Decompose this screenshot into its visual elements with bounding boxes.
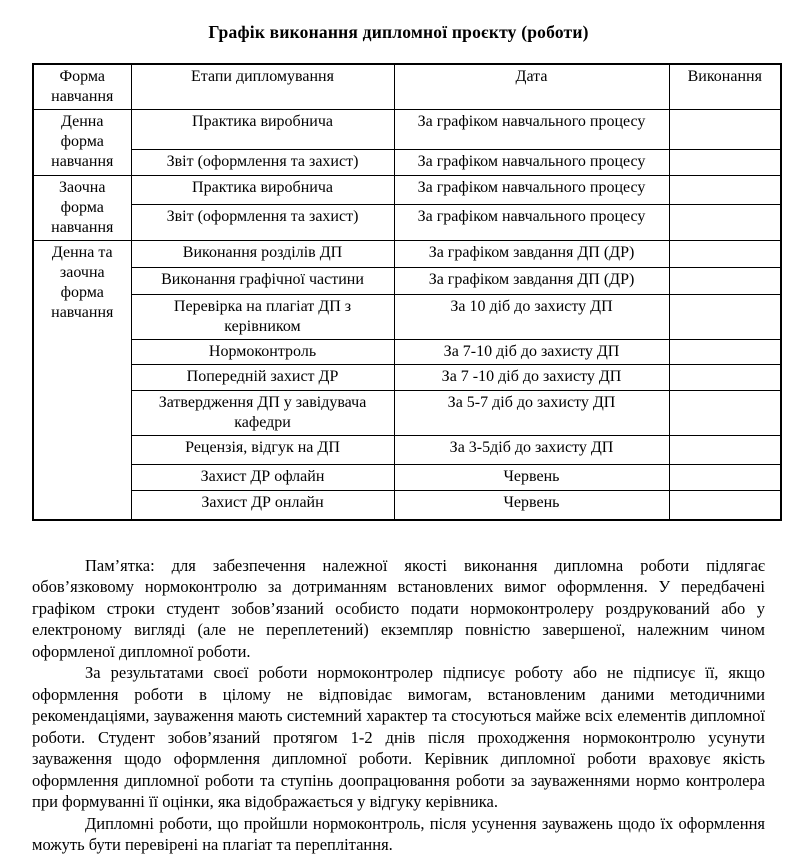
form-cell: Денна форма навчання [33, 110, 131, 176]
date-cell: За графіком завдання ДП (ДР) [394, 241, 669, 268]
execution-cell [669, 176, 781, 205]
stage-cell: Затвердження ДП у завідувача кафедри [131, 391, 394, 436]
table-row [33, 110, 781, 150]
execution-cell [669, 150, 781, 176]
stage-cell: Виконання графічної частини [131, 268, 394, 295]
date-cell: За 7-10 діб до захисту ДП [394, 340, 669, 365]
execution-cell [669, 436, 781, 465]
schedule-table [32, 63, 782, 521]
header-cell-date: Дата [394, 64, 669, 110]
stage-cell: Практика виробнича [131, 176, 394, 205]
date-cell: За графіком навчального процесу [394, 204, 669, 240]
stage-cell: Захист ДР офлайн [131, 465, 394, 491]
table-row [33, 295, 781, 340]
table-row [33, 204, 781, 240]
document-title: Графік виконання дипломної проєкту (роботи) [208, 22, 589, 42]
table-row [33, 365, 781, 391]
memo-paragraph: Дипломні роботи, що пройшли нормоконтроль, після усунення зауважень щодо їх оформлення можуть бути перевірені на плагіат та переплітання. [32, 813, 765, 854]
date-cell: За 3-5діб до захисту ДП [394, 436, 669, 465]
table-row [33, 391, 781, 436]
table-header-row [33, 64, 781, 110]
header-cell-execution: Виконання [669, 64, 781, 110]
execution-cell [669, 204, 781, 240]
table-row [33, 241, 781, 268]
stage-cell: Нормоконтроль [131, 340, 394, 365]
form-cell: Заочна форма навчання [33, 176, 131, 241]
table-row [33, 150, 781, 176]
form-cell: Денна та заочна форма навчання [33, 241, 131, 520]
table-row [33, 176, 781, 205]
stage-cell: Виконання розділів ДП [131, 241, 394, 268]
execution-cell [669, 365, 781, 391]
date-cell: За графіком навчального процесу [394, 176, 669, 205]
execution-cell [669, 295, 781, 340]
memo-paragraph: Пам’ятка: для забезпечення належної якості виконання дипломна роботи підлягає обов’язковому нормоконтролю за дотриманням встановлених вимог оформлення. У передбачені графіком строки студент зобов’язаний особисто подати нормоконтролеру роздрукований або у електроному вигляді (але не переплетений) екземпляр повністю завершеної, належним чином оформленої дипломної роботи. [32, 555, 765, 661]
stage-cell: Практика виробнича [131, 110, 394, 150]
date-cell: За графіком завдання ДП (ДР) [394, 268, 669, 295]
execution-cell [669, 110, 781, 150]
stage-cell: Звіт (оформлення та захист) [131, 204, 394, 240]
table-row [33, 268, 781, 295]
date-cell: За 10 діб до захисту ДП [394, 295, 669, 340]
execution-cell [669, 268, 781, 295]
table-row [33, 340, 781, 365]
date-cell: Червень [394, 491, 669, 520]
memo-section [32, 555, 765, 856]
execution-cell [669, 391, 781, 436]
table-row [33, 436, 781, 465]
table-row [33, 491, 781, 520]
stage-cell: Попередній захист ДР [131, 365, 394, 391]
header-cell-form: Форма навчання [33, 64, 131, 110]
execution-cell [669, 465, 781, 491]
execution-cell [669, 241, 781, 268]
date-cell: Червень [394, 465, 669, 491]
execution-cell [669, 491, 781, 520]
date-cell: За 7 -10 діб до захисту ДП [394, 365, 669, 391]
date-cell: За 5-7 діб до захисту ДП [394, 391, 669, 436]
header-cell-stage: Етапи дипломування [131, 64, 394, 110]
date-cell: За графіком навчального процесу [394, 110, 669, 150]
table-row [33, 465, 781, 491]
stage-cell: Захист ДР онлайн [131, 491, 394, 520]
stage-cell: Перевірка на плагіат ДП з керівником [131, 295, 394, 340]
stage-cell: Рецензія, відгук на ДП [131, 436, 394, 465]
execution-cell [669, 340, 781, 365]
stage-cell: Звіт (оформлення та захист) [131, 150, 394, 176]
date-cell: За графіком навчального процесу [394, 150, 669, 176]
memo-paragraph: За результатами своєї роботи нормоконтролер підписує роботу або не підписує її, якщо оформлення роботи в цілому не відповідає вимогам, встановленим даними методичними рекомендаціями, зауваження мають системний характер та стосуються майже всіх елементів дипломної роботи. Студент зобов’язаний протягом 1-2 днів після проходження нормоконтролю усунути зауваження щодо оформлення дипломної роботи. Керівник дипломної роботи враховує якість оформлення дипломної роботи та ступінь доопрацювання роботи за зауваженнями нормо контролера при формуванні її оцінки, яка відображається у відгуку керівника. [32, 663, 765, 811]
